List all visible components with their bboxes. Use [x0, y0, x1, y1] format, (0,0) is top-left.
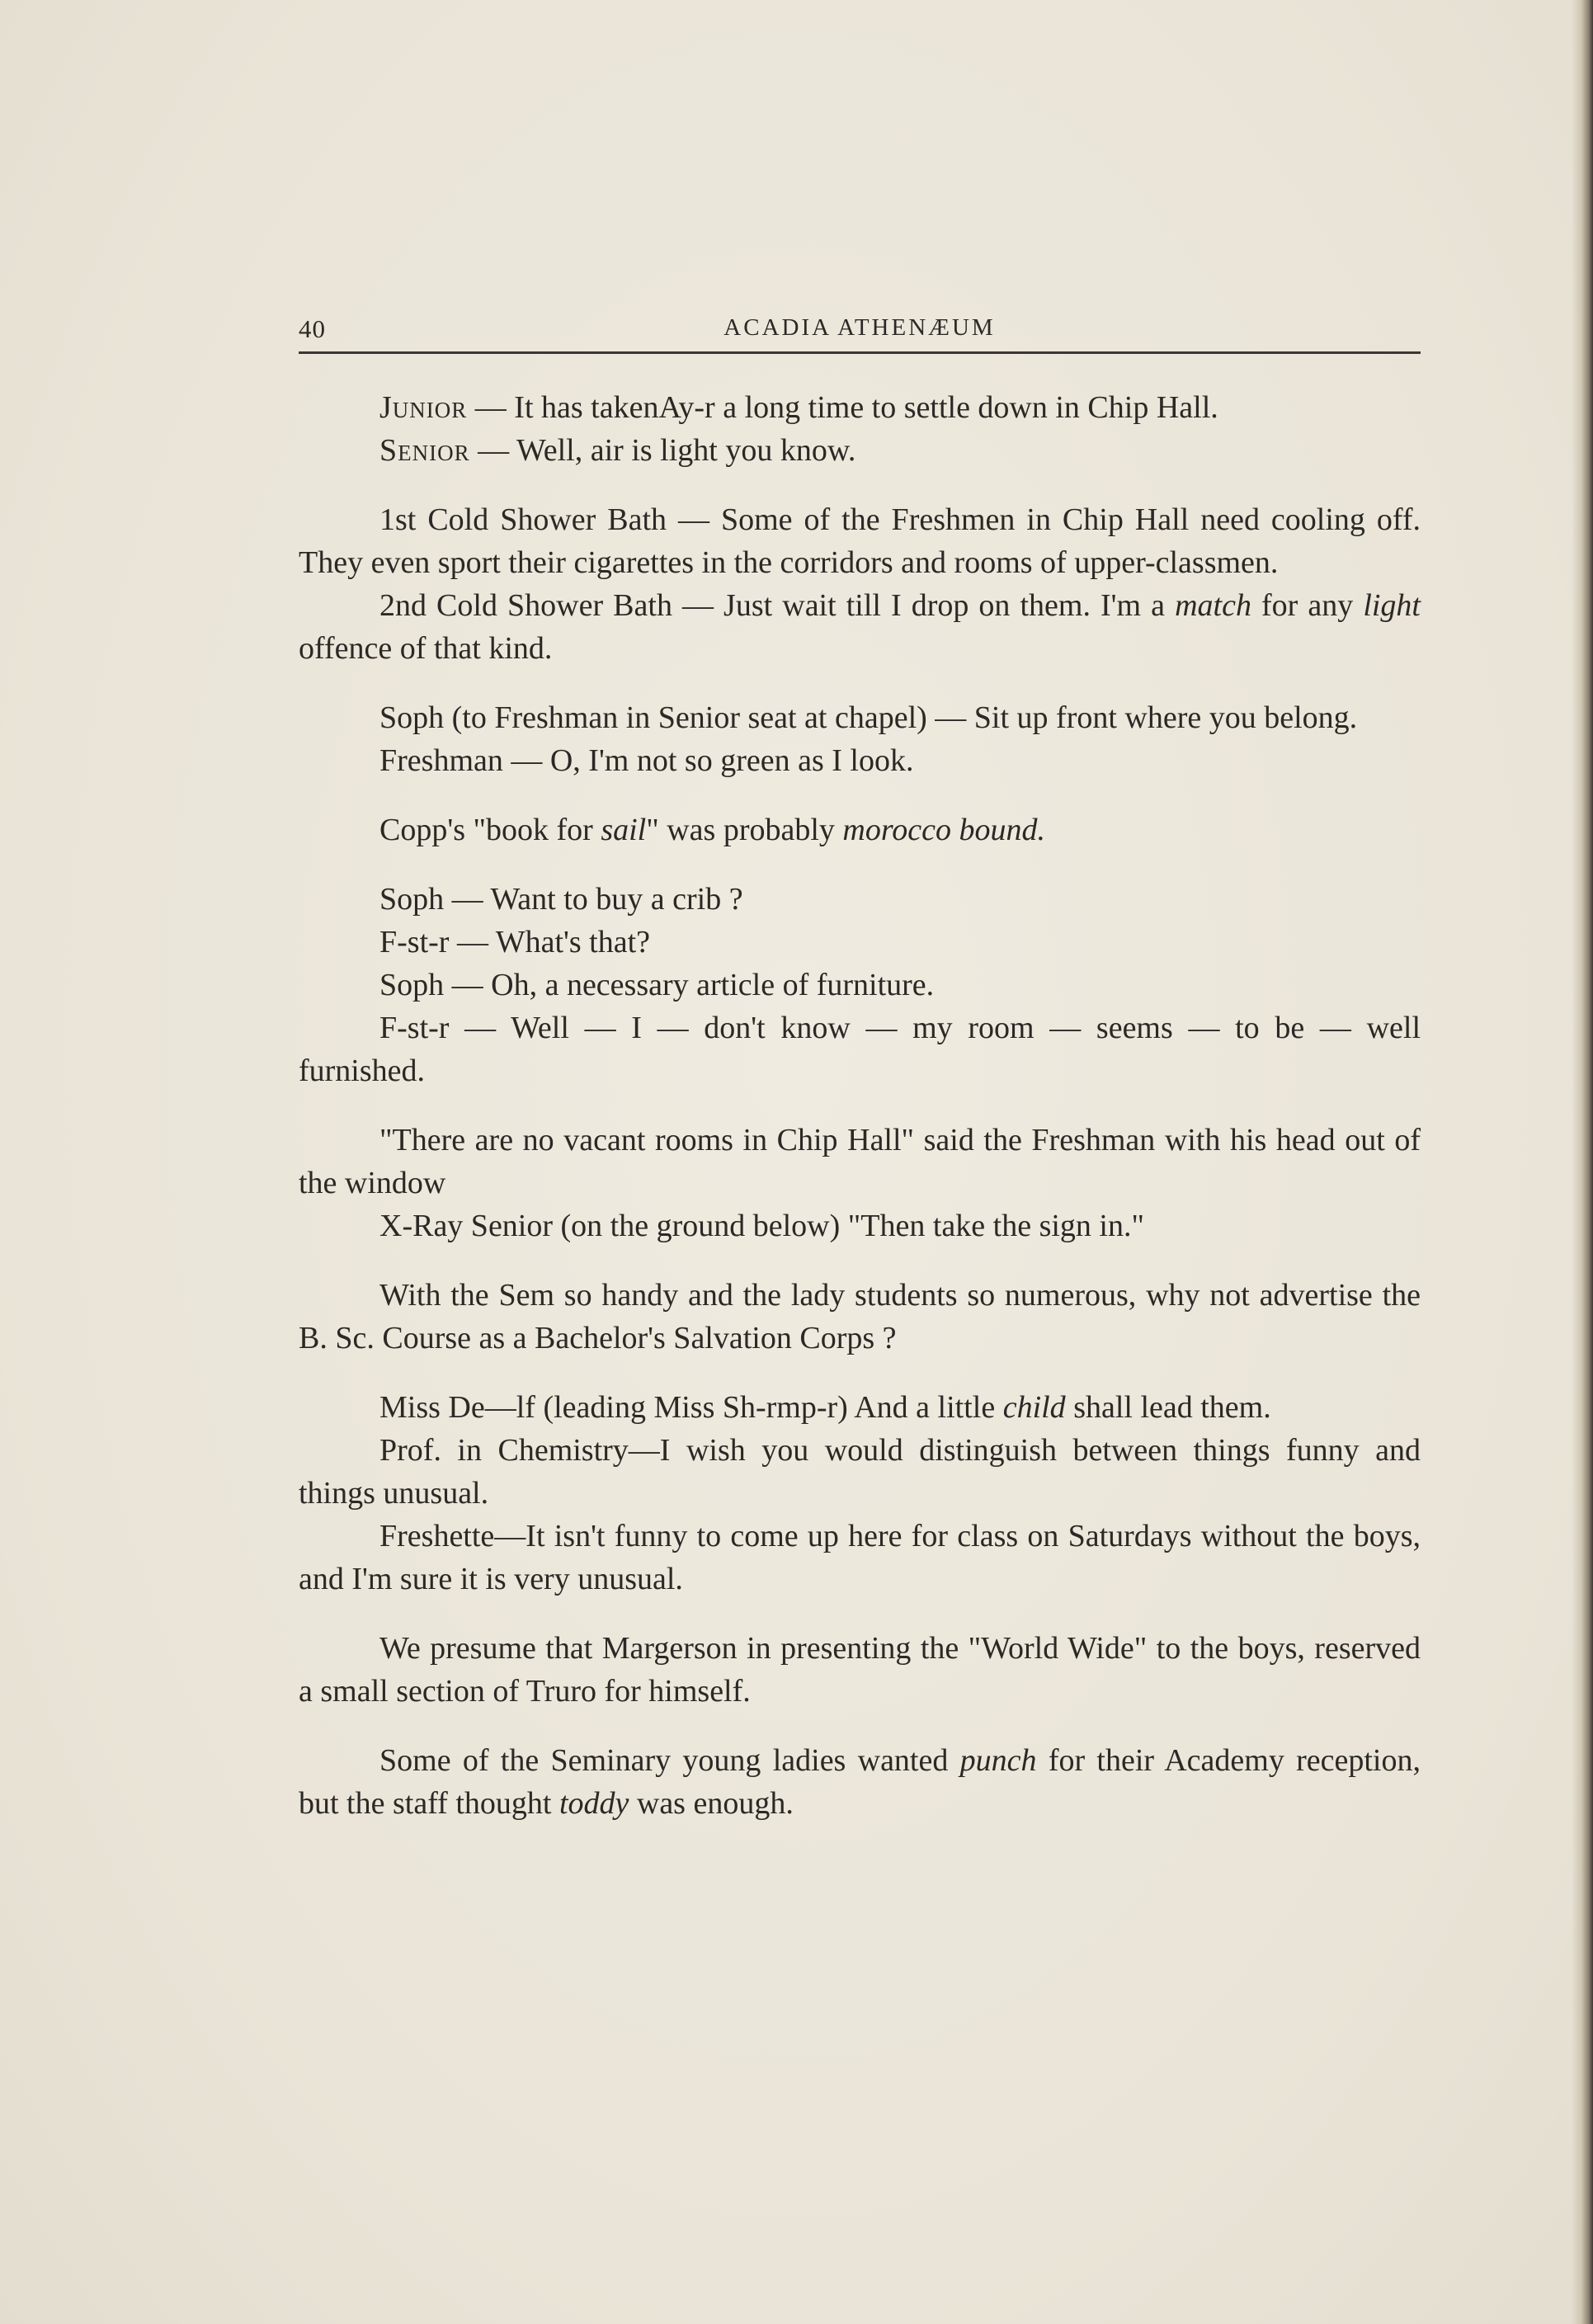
- page-number: 40: [299, 314, 326, 343]
- paragraph-freshette: Freshette—It isn't funny to come up here for class on Saturdays without the boys, and I'm sure it is very unusual.: [299, 1519, 1421, 1596]
- paragraph-fstr-furnished: F-st-r — Well — I — don't know — my room — seems — to be — well furnished.: [299, 1011, 1421, 1088]
- speaker-senior: Senior: [379, 433, 470, 468]
- page-header: [299, 314, 1421, 354]
- paragraph-soph-crib: Soph — Want to buy a crib ?: [379, 882, 743, 917]
- paragraph-sem-handy: With the Sem so handy and the lady students so numerous, why not advertise the B. Sc. Course as a Bachelor's Salvation Corps ?: [299, 1278, 1421, 1355]
- paragraph-margerson: We presume that Margerson in presenting the "World Wide" to the boys, reserved a small section of Truro for himself.: [299, 1631, 1421, 1709]
- paragraph-vacant-rooms: "There are no vacant rooms in Chip Hall" said the Freshman with his head out of the window: [299, 1123, 1421, 1200]
- paragraph-soph-furniture: Soph — Oh, a necessary article of furniture.: [379, 968, 935, 1002]
- paragraph-fstr-what: F-st-r — What's that?: [379, 925, 651, 959]
- speaker-junior: Junior: [379, 390, 468, 425]
- paragraph-seminary-punch: Some of the Seminary young ladies wanted punch for their Academy reception, but the staff thought toddy was enough.: [299, 1743, 1421, 1821]
- paragraph-xray-senior: X-Ray Senior (on the ground below) "Then take the sign in.": [379, 1209, 1144, 1243]
- page-body: [299, 386, 1421, 1825]
- paragraph-shower-1: 1st Cold Shower Bath — Some of the Freshmen in Chip Hall need cooling off. They even sport their cigarettes in the corridors and rooms of upper-classmen.: [299, 502, 1421, 580]
- page-edge-shadow: [1572, 0, 1593, 2324]
- paragraph-copp: Copp's "book for sail" was probably morocco bound.: [379, 813, 1045, 847]
- paragraph-senior: Senior — Well, air is light you know.: [379, 433, 856, 468]
- paragraph-miss-delf: Miss De—lf (leading Miss Sh-rmp-r) And a little child shall lead them.: [379, 1390, 1271, 1425]
- running-title: ACADIA ATHENÆUM: [723, 314, 996, 341]
- paragraph-freshman-green: Freshman — O, I'm not so green as I look.: [379, 743, 914, 778]
- header-rule: [299, 351, 1421, 354]
- paragraph-soph-chapel: Soph (to Freshman in Senior seat at chapel) — Sit up front where you belong.: [379, 700, 1358, 735]
- paragraph-junior: Junior — It has takenAy-r a long time to settle down in Chip Hall.: [379, 390, 1218, 425]
- paragraph-prof-chemistry: Prof. in Chemistry—I wish you would distinguish between things funny and things unusual.: [299, 1433, 1421, 1511]
- paragraph-shower-2: 2nd Cold Shower Bath — Just wait till I drop on them. I'm a match for any light offence of that kind.: [299, 588, 1421, 666]
